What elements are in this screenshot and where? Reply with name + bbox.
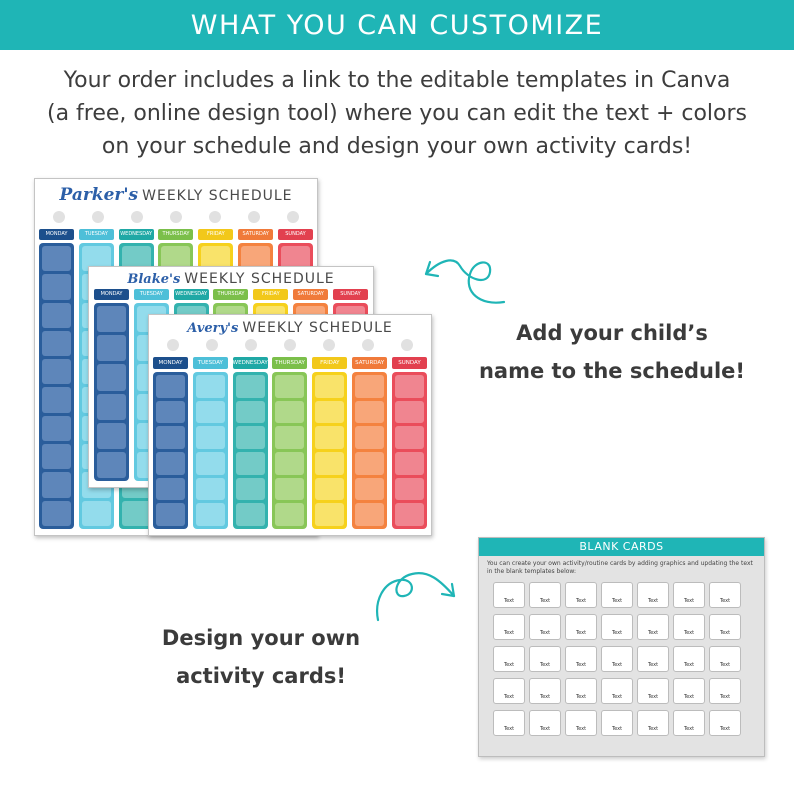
slot-column — [39, 243, 74, 529]
day-header: SATURDAY — [293, 289, 328, 300]
card-text: Text — [503, 630, 515, 636]
activity-slot — [156, 503, 185, 526]
day-header: TUESDAY — [134, 289, 169, 300]
card-text: Text — [503, 726, 515, 732]
activity-slot — [42, 359, 71, 384]
activity-slot — [42, 274, 71, 299]
activity-slot — [196, 478, 225, 501]
card-text: Text — [611, 630, 623, 636]
activity-slot — [196, 503, 225, 526]
activity-slot — [42, 387, 71, 412]
day-header: FRIDAY — [198, 229, 233, 240]
activity-slot — [156, 401, 185, 424]
card-text: Text — [647, 630, 659, 636]
activity-slot — [97, 335, 126, 361]
card-text: Text — [575, 726, 587, 732]
card-text: Text — [539, 630, 551, 636]
intro-text — [0, 64, 794, 163]
activity-slot — [236, 503, 265, 526]
blank-card — [709, 614, 741, 640]
description-line: You can create your own activity/routine cards by adding graphics and updating the text — [487, 560, 753, 567]
placeholder-dot — [92, 211, 104, 223]
blank-card — [673, 646, 705, 672]
blank-card — [529, 614, 561, 640]
activity-slot — [355, 401, 384, 424]
activity-slot — [236, 452, 265, 475]
day-column — [233, 357, 268, 529]
blank-card — [529, 678, 561, 704]
activity-slot — [395, 478, 424, 501]
activity-slot — [42, 416, 71, 441]
day-header: SUNDAY — [333, 289, 368, 300]
day-header: FRIDAY — [253, 289, 288, 300]
blank-cards-grid — [493, 582, 751, 736]
placeholder-dot — [131, 211, 143, 223]
activity-slot — [275, 401, 304, 424]
activity-slot — [395, 503, 424, 526]
day-column — [39, 229, 74, 529]
card-text: Text — [611, 598, 623, 604]
blank-card — [529, 582, 561, 608]
activity-slot — [97, 423, 126, 449]
slot-column — [153, 372, 188, 529]
activity-slot — [196, 426, 225, 449]
sheet-heading — [35, 185, 317, 205]
card-text: Text — [719, 630, 731, 636]
day-header: FRIDAY — [312, 357, 347, 369]
activity-slot — [156, 452, 185, 475]
day-header: SATURDAY — [352, 357, 387, 369]
cards-callout — [130, 619, 392, 695]
activity-slot — [315, 401, 344, 424]
sheet-heading — [149, 320, 431, 336]
slot-column — [312, 372, 347, 529]
blank-card — [673, 614, 705, 640]
card-text: Text — [575, 630, 587, 636]
child-name: Avery's — [187, 321, 239, 336]
card-text: Text — [647, 694, 659, 700]
activity-slot — [42, 472, 71, 497]
card-text: Text — [683, 726, 695, 732]
card-text: Text — [611, 694, 623, 700]
blank-card — [601, 582, 633, 608]
slot-column — [352, 372, 387, 529]
callout-line: Design your own — [161, 626, 361, 650]
placeholder-dot — [401, 339, 413, 351]
blank-card — [601, 646, 633, 672]
activity-slot — [196, 401, 225, 424]
slot-column — [94, 303, 129, 481]
sheet-heading — [89, 271, 373, 287]
placeholder-dot — [248, 211, 260, 223]
activity-slot — [42, 444, 71, 469]
slot-column — [272, 372, 307, 529]
day-header: SUNDAY — [278, 229, 313, 240]
activity-slot — [315, 503, 344, 526]
child-name: Parker's — [59, 185, 139, 205]
card-text: Text — [503, 694, 515, 700]
day-header: MONDAY — [39, 229, 74, 240]
activity-slot — [395, 375, 424, 398]
activity-slot — [275, 478, 304, 501]
card-text: Text — [647, 726, 659, 732]
blank-card — [601, 614, 633, 640]
activity-slot — [42, 331, 71, 356]
activity-slot — [315, 375, 344, 398]
day-header: THURSDAY — [213, 289, 248, 300]
day-columns — [153, 357, 427, 529]
blank-card — [493, 646, 525, 672]
activity-slot — [156, 375, 185, 398]
day-header: SUNDAY — [392, 357, 427, 369]
callout-line: Add your child’s — [516, 321, 708, 345]
day-column — [94, 289, 129, 481]
activity-slot — [355, 452, 384, 475]
activity-slot — [236, 375, 265, 398]
activity-slot — [97, 306, 126, 332]
activity-slot — [42, 246, 71, 271]
activity-slot — [355, 478, 384, 501]
activity-slot — [275, 503, 304, 526]
day-header: THURSDAY — [272, 357, 307, 369]
placeholder-dot — [53, 211, 65, 223]
card-text: Text — [683, 598, 695, 604]
day-header: THURSDAY — [158, 229, 193, 240]
blank-card — [565, 678, 597, 704]
card-text: Text — [683, 630, 695, 636]
callout-line: name to the schedule! — [478, 359, 746, 383]
blank-card — [709, 646, 741, 672]
activity-slot — [236, 478, 265, 501]
day-header: WEDNESDAY — [233, 357, 268, 369]
card-text: Text — [503, 662, 515, 668]
schedule-sheet — [148, 314, 432, 536]
blank-cards-panel — [478, 537, 765, 757]
day-header: WEDNESDAY — [119, 229, 154, 240]
blank-card — [529, 710, 561, 736]
schedule-title: WEEKLY SCHEDULE — [142, 188, 293, 204]
activity-slot — [236, 426, 265, 449]
activity-slot — [395, 452, 424, 475]
card-text: Text — [539, 598, 551, 604]
banner-title: WHAT YOU CAN CUSTOMIZE — [190, 9, 604, 41]
activity-slot — [395, 426, 424, 449]
blank-cards-header: BLANK CARDS — [479, 538, 764, 556]
placeholder-dot — [287, 211, 299, 223]
activity-slot — [355, 503, 384, 526]
placeholder-dot — [323, 339, 335, 351]
card-text: Text — [575, 662, 587, 668]
blank-card — [601, 710, 633, 736]
card-text: Text — [611, 662, 623, 668]
card-text: Text — [539, 726, 551, 732]
card-text: Text — [611, 726, 623, 732]
description-line: in the blank templates below: — [487, 568, 577, 575]
activity-slot — [355, 375, 384, 398]
day-column — [312, 357, 347, 529]
activity-slot — [355, 426, 384, 449]
placeholder-dot — [209, 211, 221, 223]
schedule-title: WEEKLY SCHEDULE — [242, 320, 393, 336]
placeholder-dot — [245, 339, 257, 351]
curly-arrow-icon — [370, 560, 460, 626]
blank-card — [565, 646, 597, 672]
blank-cards-description — [479, 556, 764, 576]
child-name: Blake's — [127, 272, 181, 287]
blank-card — [637, 646, 669, 672]
day-column — [272, 357, 307, 529]
card-text: Text — [539, 694, 551, 700]
card-text: Text — [647, 662, 659, 668]
activity-slot — [275, 426, 304, 449]
activity-slot — [275, 375, 304, 398]
callout-line: activity cards! — [176, 664, 346, 688]
blank-card — [637, 614, 669, 640]
card-text: Text — [539, 662, 551, 668]
day-column — [392, 357, 427, 529]
blank-card — [673, 710, 705, 736]
intro-line: on your schedule and design your own activity cards! — [101, 134, 693, 159]
activity-slot — [395, 401, 424, 424]
placeholder-dot — [170, 211, 182, 223]
card-text: Text — [647, 598, 659, 604]
blank-card — [565, 710, 597, 736]
slot-column — [233, 372, 268, 529]
placeholder-dot — [167, 339, 179, 351]
activity-slot — [97, 394, 126, 420]
day-header: SATURDAY — [238, 229, 273, 240]
placeholder-dots — [39, 211, 313, 223]
blank-card — [673, 678, 705, 704]
card-text: Text — [503, 598, 515, 604]
placeholder-dot — [284, 339, 296, 351]
activity-slot — [315, 426, 344, 449]
day-header: MONDAY — [94, 289, 129, 300]
blank-card — [565, 582, 597, 608]
slot-column — [193, 372, 228, 529]
day-header: TUESDAY — [193, 357, 228, 369]
activity-slot — [97, 452, 126, 478]
blank-card — [709, 582, 741, 608]
activity-slot — [122, 501, 151, 526]
intro-line: (a free, online design tool) where you can edit the text + colors — [46, 101, 748, 126]
blank-card — [493, 710, 525, 736]
card-text: Text — [575, 694, 587, 700]
blank-card — [673, 582, 705, 608]
blank-card — [709, 710, 741, 736]
blank-card — [493, 614, 525, 640]
day-column — [193, 357, 228, 529]
schedule-title: WEEKLY SCHEDULE — [184, 271, 335, 287]
activity-slot — [275, 452, 304, 475]
activity-slot — [82, 501, 111, 526]
day-header: WEDNESDAY — [174, 289, 209, 300]
blank-card — [637, 710, 669, 736]
day-header: TUESDAY — [79, 229, 114, 240]
blank-card — [565, 614, 597, 640]
activity-slot — [315, 478, 344, 501]
blank-card — [637, 678, 669, 704]
blank-card — [709, 678, 741, 704]
card-text: Text — [575, 598, 587, 604]
activity-slot — [196, 375, 225, 398]
card-text: Text — [719, 726, 731, 732]
day-column — [153, 357, 188, 529]
placeholder-dot — [206, 339, 218, 351]
day-column — [352, 357, 387, 529]
blank-card — [637, 582, 669, 608]
blank-card — [493, 678, 525, 704]
slot-column — [392, 372, 427, 529]
card-text: Text — [683, 694, 695, 700]
blank-card — [601, 678, 633, 704]
card-text: Text — [719, 598, 731, 604]
card-text: Text — [719, 662, 731, 668]
card-text: Text — [719, 694, 731, 700]
activity-slot — [156, 478, 185, 501]
curly-arrow-icon — [420, 244, 510, 308]
activity-slot — [196, 452, 225, 475]
schedule-callout — [462, 314, 762, 390]
intro-line: Your order includes a link to the editable templates in Canva — [63, 68, 731, 93]
placeholder-dot — [362, 339, 374, 351]
placeholder-dots — [153, 339, 427, 351]
activity-slot — [97, 364, 126, 390]
blank-card — [529, 646, 561, 672]
activity-slot — [42, 303, 71, 328]
activity-slot — [315, 452, 344, 475]
card-text: Text — [683, 662, 695, 668]
header-banner — [0, 0, 794, 50]
blank-card — [493, 582, 525, 608]
activity-slot — [42, 501, 71, 526]
activity-slot — [156, 426, 185, 449]
activity-slot — [236, 401, 265, 424]
day-header: MONDAY — [153, 357, 188, 369]
